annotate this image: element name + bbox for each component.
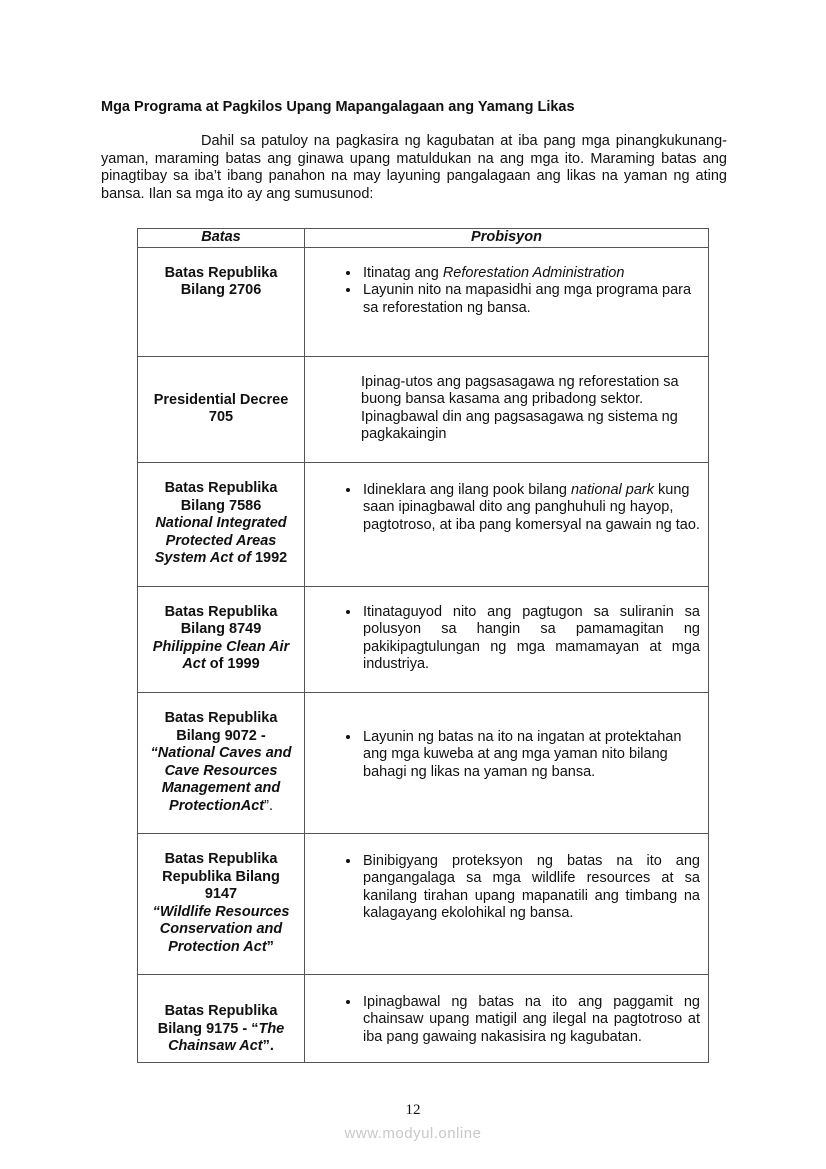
provision [305,247,709,356]
law-name: Batas Republika Republika Bilang 9147 “Wildlife Resources Conservation and Protection Act” [138,833,305,974]
list-item: • Layunin ng batas na ito na ingatan at protektahan ang mga kuweba at ang mga yaman nito bilang bahagi ng likas na yaman ng bansa. [361,729,700,782]
list-item: • Itinataguyod nito ang pagtugon sa suliranin sa polusyon sa hangin sa pamamagitan ng pakikipagtulungan ng mga mamamayan at mga industriya. [361,604,700,674]
law-name: Batas Republika Bilang 9072 - “National Caves and Cave Resources Management and ProtectionAct”. [138,692,305,833]
list-item: • Idineklara ang ilang pook bilang national park kung saan ipinagbawal dito ang panghuhuli ng hayop, pagtotroso, at iba pang komersyal na gawain ng tao. [361,482,700,535]
table-row [138,462,709,586]
intro-paragraph: Dahil sa patuloy na pagkasira ng kagubatan at iba pang mga pinangkukunang-yaman, maraming batas ang ginawa upang matuldukan na ang mga ito. Maraming batas ang pinagtibay sa iba’t ibang panahon na may layuning pangalagaan ang likas na yaman ng ating bansa. Ilan sa mga ito ay ang sumusunod: [101,133,727,202]
table-row [138,356,709,462]
law-name: Batas Republika Bilang 7586 National Integrated Protected Areas System Act of 1992 [138,462,305,586]
table-row [138,586,709,692]
list-item: • Binibigyang proteksyon ng batas na ito ang pangangalaga sa mga wildlife resources at sa kanilang tirahan upang mapanatili ang timbang na kalagayang ekolohikal ng bansa. [361,853,700,923]
provision: Ipinag-utos ang pagsasagawa ng reforestation sa buong bansa kasama ang pribadong sektor. Ipinagbawal din ang pagsasagawa ng sistema ng pagkakaingin [305,356,709,462]
laws-table [137,228,709,1063]
list-item: • Itinatag ang Reforestation Administration [361,265,700,283]
table-header-row [138,229,709,248]
list-item: • Layunin nito na mapasidhi ang mga programa para sa reforestation ng bansa. [361,282,700,317]
provision [305,974,709,1062]
provision [305,833,709,974]
page-heading: Mga Programa at Pagkilos Upang Mapangalagaan ang Yamang Likas [101,99,575,115]
provision [305,462,709,586]
page-number: 12 [405,1102,421,1118]
table-row [138,974,709,1062]
watermark: www.modyul.online [344,1125,482,1142]
provision [305,692,709,833]
header-probisyon: Probisyon [305,229,709,248]
header-batas: Batas [138,229,305,248]
table-row [138,692,709,833]
law-name: Presidential Decree 705 [138,356,305,462]
law-name: Batas Republika Bilang 2706 [138,247,305,356]
list-item: • Ipinagbawal ng batas na ito ang paggamit ng chainsaw upang matigil ang ilegal na pagtotroso at iba pang gawaing nakasisira ng kagubatan. [361,994,700,1047]
table-row [138,247,709,356]
law-name: Batas Republika Bilang 8749 Philippine Clean Air Act of 1999 [138,586,305,692]
table-row [138,833,709,974]
provision [305,586,709,692]
law-name: Batas Republika Bilang 9175 - “The Chainsaw Act”. [138,974,305,1062]
